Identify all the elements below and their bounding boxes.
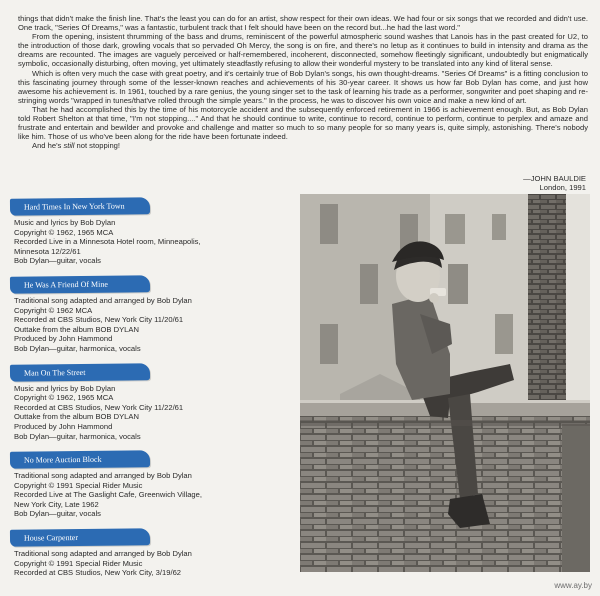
author-place-date: London, 1991 (539, 183, 586, 192)
track-credit-line: Copyright © 1962 MCA (14, 305, 93, 315)
track-credit-line: Copyright © 1962, 1965 MCA (14, 227, 114, 237)
track-credit-line: Produced by John Hammond (14, 421, 113, 431)
track-credit-line: Recorded Live at The Gaslight Cafe, Greenwich Village, (14, 490, 202, 500)
track-credit-line: Bob Dylan—guitar, harmonica, vocals (14, 431, 141, 441)
photo-dylan-on-rooftop (300, 194, 590, 572)
track-details (10, 296, 295, 354)
essay-paragraph: From the opening, insistent thrumming of the bass and drums, reminiscent of the powerful atmospheric sound washes that Lanois has in the past created for U2, to the introduction of those dark, growling vocals that so pervaded Oh Mercy, the song is on fire, and there's no letup as it continues to build in intensity and drama as the dreams are recounted. The images are vaguely perceived or half-remembered, incoherent, disconnected, somehow fleetingly significant, undoubtedly but enigmatically symbolic, occasionally disturbing, often moving, yet ultimately steadfastly refusing to allow their wonderful mystery to be translated into any kind of literal sense. (18, 32, 588, 69)
closing-text-emphasis: still (63, 141, 75, 151)
track-details (10, 218, 295, 266)
author-name: —JOHN BAULDIE (523, 174, 586, 183)
track-credit-line: Music and lyrics by Bob Dylan (14, 383, 116, 393)
track-entry (10, 449, 295, 519)
track-entry (10, 196, 295, 266)
track-credit-line: Bob Dylan—guitar, vocals (14, 509, 101, 519)
author-signature (523, 174, 586, 192)
track-credits (10, 196, 295, 586)
track-entry (10, 362, 295, 442)
essay-closing-line (18, 141, 588, 150)
track-title-banner: No More Auction Block (10, 450, 150, 468)
track-credit-line: Outtake from the album BOB DYLAN (14, 324, 139, 334)
track-credit-line: Music and lyrics by Bob Dylan (14, 218, 116, 227)
essay-paragraph: Which is often very much the case with great poetry, and it's certainly true of Bob Dylan's songs, his own thought-dreams. "Series Of Dreams" is a fitting conclusion to this fascinating journey through some of the lesser-known reaches and achievements of his 30-year career. It shows us how far Bob Dylan has come, and just how awesome his achievement is. In 1961, touched by a rare genius, the young singer set to the task of learning his trade as a performer, songwriter and poet shaping and re-stringing words "wrapped in tunes/that've rolled through the simple years." In the process, he was to discover his own voice and make a new kind of art. (18, 68, 588, 105)
closing-text-start: And he's (32, 141, 64, 151)
track-title-banner: Man On The Street (10, 363, 150, 381)
track-details (10, 471, 295, 519)
track-credit-line: Outtake from the album BOB DYLAN (14, 412, 139, 422)
track-credit-line: Produced by John Hammond (14, 334, 113, 344)
track-credit-line: Recorded at CBS Studios, New York City 11/22/61 (14, 402, 184, 412)
photo-illustration (300, 194, 590, 572)
essay-paragraph: things that didn't make the finish line. That's the least you can do for an artist, show respect for their own ideas. We had four or six songs that we recorded and didn't use. One track, "Series Of Dreams," was a fantastic, turbulent track that I felt should have been on the record but...he had the last word." (18, 14, 588, 33)
track-entry (10, 527, 295, 578)
watermark: www.ay.by (554, 581, 592, 590)
track-credit-line: Minnesota 12/22/61 (14, 246, 81, 256)
closing-text-end: not stopping! (74, 141, 121, 151)
track-credit-line: Copyright © 1962, 1965 MCA (14, 393, 114, 403)
track-credit-line: Recorded at CBS Studios, New York City 11/20/61 (14, 315, 184, 325)
track-credit-line: Traditional song adapted and arranged by Bob Dylan (14, 471, 192, 481)
track-title-banner: Hard Times In New York Town (10, 197, 150, 215)
track-credit-line: Copyright © 1991 Special Rider Music (14, 480, 143, 490)
track-credit-line: Traditional song adapted and arranged by Bob Dylan (14, 549, 192, 559)
essay-paragraph: That he had accomplished this by the time of his motorcycle accident and the subsequently enforced retirement in 1966 is achievement enough. But, as Bob Dylan told Robert Shelton at that time, "I'm not stopping...." And that he should continue to write, continue to record, continue to perform, continue to perplex and amaze and frustrate and entertain and bewilder and provoke and challenge and matter so much to so many people for so many years is, quite simply, astonishing. There's nobody like him. Those of us who've been along for the ride have been fortunate indeed. (18, 104, 588, 142)
track-credit-line: Recorded Live in a Minnesota Hotel room, Minneapolis, (14, 237, 201, 247)
liner-notes-essay (18, 14, 588, 150)
track-credit-line: Bob Dylan—guitar, vocals (14, 256, 101, 266)
track-credit-line: Recorded at CBS Studios, New York City, 3/19/62 (14, 568, 182, 578)
track-title-banner: House Carpenter (10, 528, 150, 546)
track-credit-line: Traditional song adapted and arranged by Bob Dylan (14, 295, 192, 305)
track-credit-line: Bob Dylan—guitar, harmonica, vocals (14, 343, 141, 353)
track-credit-line: Copyright © 1991 Special Rider Music (14, 558, 143, 568)
track-title-banner: He Was A Friend Of Mine (10, 275, 150, 293)
track-details (10, 384, 295, 442)
track-credit-line: New York City, Late 1962 (14, 499, 99, 509)
track-details (10, 549, 295, 578)
track-entry (10, 274, 295, 354)
